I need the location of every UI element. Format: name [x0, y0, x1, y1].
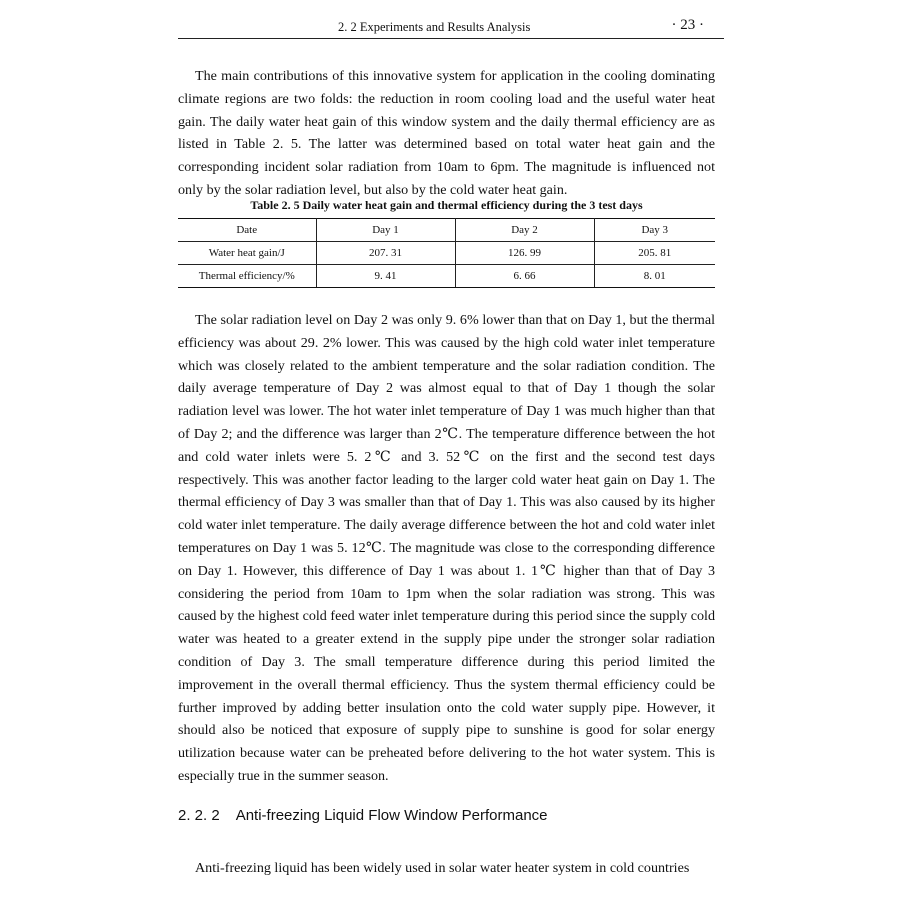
running-head [178, 14, 724, 39]
table-header-cell: Day 1 [316, 219, 455, 242]
paragraph-analysis: The solar radiation level on Day 2 was only 9. 6% lower than that on Day 1, but the thermal efficiency was about 29. 2% lower. This was caused by the high cold water inlet temperature which was closely related to the ambient temperature and the solar radiation condition. The daily average temperature of Day 2 was almost equal to that of Day 1 though the solar radiation level was lower. The hot water inlet temperature of Day 1 was much higher than that of Day 2; and the difference was larger than 2℃. The temperature difference between the hot and cold water inlets were 5. 2℃ and 3. 52℃ on the first and the second test days respectively. This was another factor leading to the larger cold water heat gain on Day 1. The thermal efficiency of Day 3 was smaller than that of Day 1. This was also caused by its higher cold water inlet temperature. The daily average difference between the hot and cold water inlet temperatures on Day 1 was 5. 12℃. The magnitude was close to the corresponding difference on Day 1. However, this difference of Day 1 was about 1. 1℃ higher than that of Day 3 considering the period from 10am to 1pm when the solar radiation was strong. This was caused by the highest cold feed water inlet temperature during this period since the supply cold water was heated to a greater extend in the supply pipe under the stronger solar radiation condition of Day 3. The small temperature difference during this period limited the improvement in the overall thermal efficiency. Thus the system thermal efficiency could be further improved by adding better insulation onto the cold water supply pipe. However, it should also be noticed that exposure of supply pipe to sunshine is good for solar energy utilization because water can be preheated before delivering to the hot water system. This is especially true in the summer season. [178, 312, 715, 785]
table-cell: 126. 99 [455, 242, 594, 265]
table-row-label: Water heat gain/J [178, 242, 316, 265]
table-cell: 6. 66 [455, 265, 594, 288]
page-number: · 23 · [671, 17, 704, 33]
subsection-number: 2. 2. 2 [178, 807, 220, 824]
subsection-title: Anti-freezing Liquid Flow Window Performance [235, 807, 548, 824]
table-cell: 205. 81 [594, 242, 715, 265]
paragraph-intro: The main contributions of this innovative system for application in the cooling dominating climate regions are two folds: the reduction in room cooling load and the useful water heat gain. The daily water heat gain of this window system and the daily thermal efficiency are as listed in Table 2. 5. The latter was determined based on total water heat gain and the corresponding incident solar radiation from 10am to 6pm. The magnitude is influenced not only by the solar radiation level, but also by the cold water heat gain. [178, 68, 715, 199]
table-header-row [178, 219, 715, 242]
table-header-cell: Date [178, 219, 316, 242]
table-row [178, 265, 715, 288]
paragraph-anti-freezing: Anti-freezing liquid has been widely used in solar water heater system in cold countries [195, 860, 690, 877]
table-row-label: Thermal efficiency/% [178, 265, 316, 288]
subsection-heading [178, 807, 548, 824]
table-cell: 9. 41 [316, 265, 455, 288]
table-header-cell: Day 3 [594, 219, 715, 242]
data-table [178, 218, 715, 288]
running-head-section: 2. 2 Experiments and Results Analysis [338, 20, 531, 34]
table-cell: 8. 01 [594, 265, 715, 288]
table-cell: 207. 31 [316, 242, 455, 265]
table-row [178, 242, 715, 265]
table-caption: Table 2. 5 Daily water heat gain and thermal efficiency during the 3 test days [250, 198, 643, 212]
table-header-cell: Day 2 [455, 219, 594, 242]
